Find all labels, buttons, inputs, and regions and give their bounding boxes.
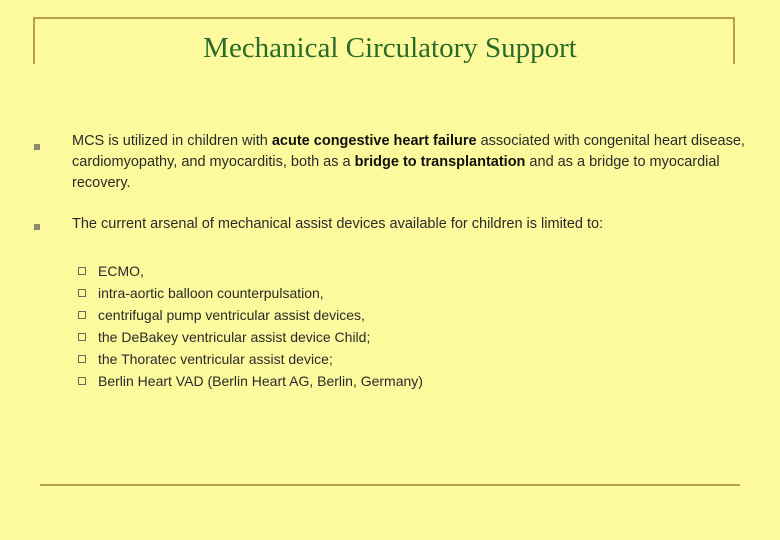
device-list	[78, 260, 698, 392]
hollow-square-bullet-icon	[78, 289, 86, 297]
list-item	[78, 326, 698, 348]
list-item	[78, 348, 698, 370]
device-label: the DeBakey ventricular assist device Child;	[98, 329, 371, 345]
hollow-square-bullet-icon	[78, 377, 86, 385]
bullet1-bold-acute-chf: acute congestive heart failure	[271, 133, 477, 149]
list-item	[78, 260, 698, 282]
list-item	[78, 282, 698, 304]
bullet-paragraph-1	[72, 131, 752, 194]
hollow-square-bullet-icon	[78, 267, 86, 275]
device-label: centrifugal pump ventricular assist devices,	[98, 307, 365, 323]
frame-left-rule	[33, 17, 35, 64]
bullet1-text-part3: and as a bridge to myocardial recovery.	[72, 154, 720, 191]
device-label: Berlin Heart VAD (Berlin Heart AG, Berlin, Germany)	[98, 373, 423, 389]
device-label: intra-aortic balloon counterpulsation,	[98, 285, 324, 301]
device-label: the Thoratec ventricular assist device;	[98, 351, 333, 367]
bullet1-text-part2: associated with congenital heart disease, cardiomyopathy, and myocarditis, both as a	[72, 133, 745, 170]
bullet-square-icon	[34, 144, 40, 150]
list-item	[78, 304, 698, 326]
frame-bottom-rule	[40, 484, 740, 486]
device-label: ECMO,	[98, 263, 144, 279]
hollow-square-bullet-icon	[78, 311, 86, 319]
list-item	[78, 370, 698, 392]
bullet1-text-part1: MCS is utilized in children with	[72, 133, 272, 149]
bullet-paragraph-2: The current arsenal of mechanical assist devices available for children is limited to:	[72, 216, 604, 232]
bullet-square-icon	[34, 224, 40, 230]
hollow-square-bullet-icon	[78, 333, 86, 341]
slide-title: Mechanical Circulatory Support	[203, 32, 577, 64]
bullet1-bold-bridge: bridge to transplantation	[354, 154, 526, 170]
hollow-square-bullet-icon	[78, 355, 86, 363]
frame-top-rule	[33, 17, 735, 19]
